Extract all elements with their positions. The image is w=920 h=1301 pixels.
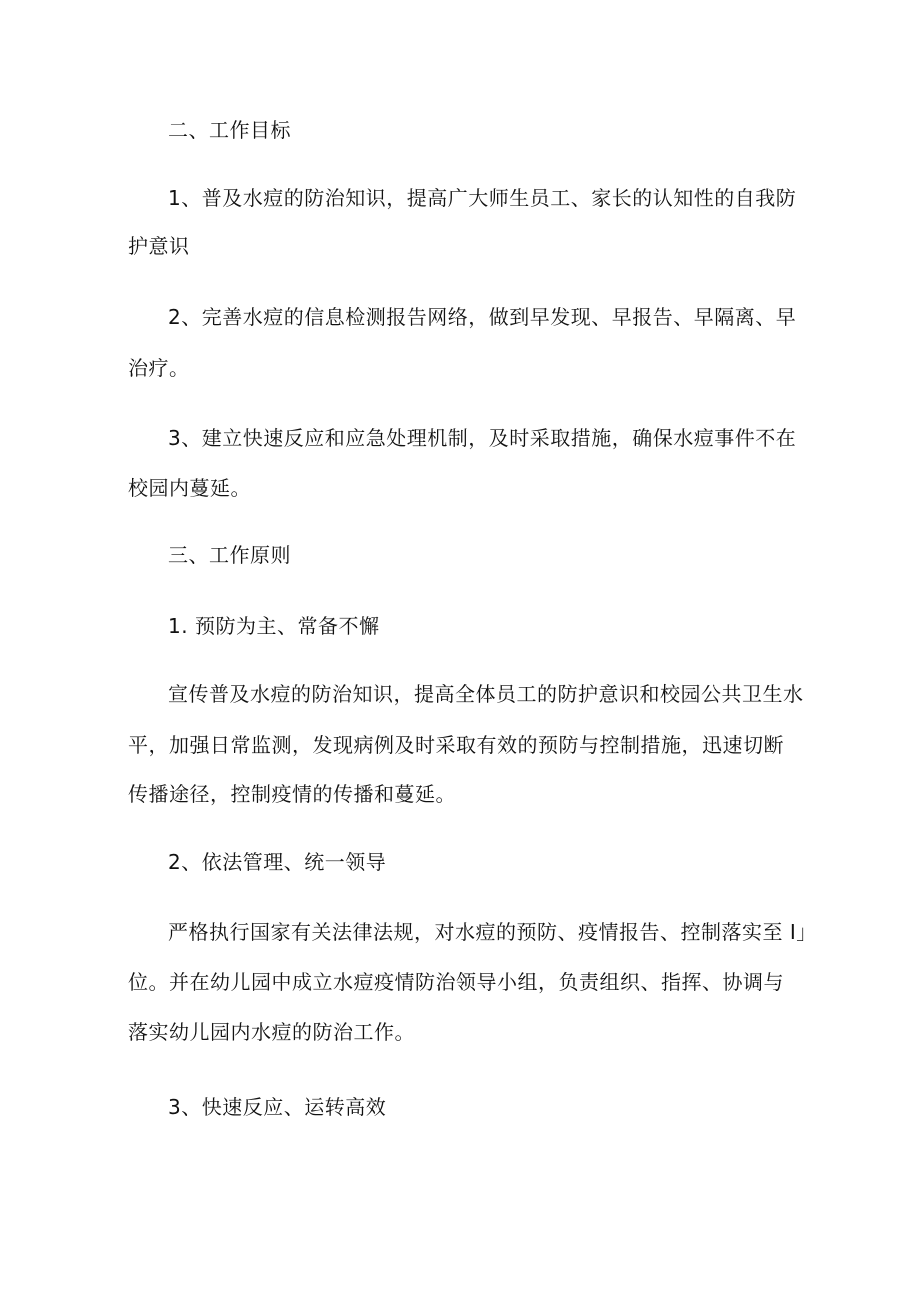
principle-2-line-1: 严格执行国家有关法律法规，对水痘的预防、疫情报告、控制落实至 I」 [168,920,817,944]
goal-2-line-2: 治疗。 [128,356,190,380]
section-heading-work-goals: 二、工作目标 [168,118,291,142]
goal-3-line-2: 校园内蔓延。 [128,476,251,500]
principle-1-title: 1. 预防为主、常备不懈 [168,614,380,638]
goal-1-line-2: 护意识 [128,234,190,258]
principle-1-line-1: 宣传普及水痘的防治知识，提高全体员工的防护意识和校园公共卫生水 [168,682,804,706]
principle-2-line-2: 位。并在幼儿园中成立水痘疫情防治领导小组，负责组织、指挥、协调与 [128,970,784,994]
principle-1-line-2: 平，加强日常监测，发现病例及时采取有效的预防与控制措施，迅速切断 [128,733,784,757]
section-heading-work-principles: 三、工作原则 [168,543,291,567]
goal-2-line-1: 2、完善水痘的信息检测报告网络，做到早发现、早报告、早隔离、早 [168,305,797,329]
principle-3-title: 3、快速反应、运转高效 [168,1095,387,1119]
goal-1-line-1: 1、普及水痘的防治知识，提高广大师生员工、家长的认知性的自我防 [168,186,797,210]
principle-1-line-3: 传播途径，控制疫情的传播和蔓延。 [128,782,456,806]
principle-2-line-3: 落实幼儿园内水痘的防治工作。 [128,1020,415,1044]
goal-3-line-1: 3、建立快速反应和应急处理机制，及时采取措施，确保水痘事件不在 [168,426,797,450]
principle-2-title: 2、依法管理、统一领导 [168,850,387,874]
